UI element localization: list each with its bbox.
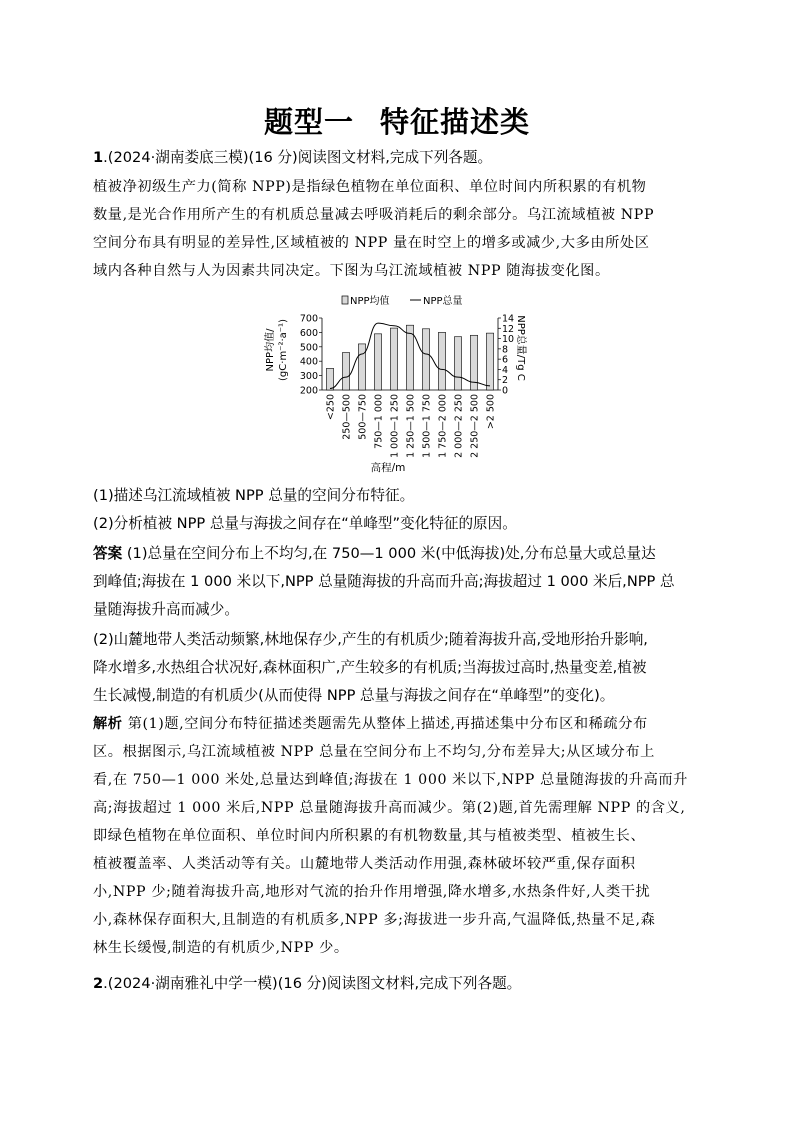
- answer-line: (2)山麓地带人类活动频繁,林地保存少,产生的有机质少;随着海拔升高,受地形抬升影响,: [93, 631, 648, 648]
- analysis-text: 第(1)题,空间分布特征描述类题需先从整体上描述,再描述集中分布区和稀疏分布: [122, 716, 648, 732]
- y-tick-label-left: 200: [299, 385, 318, 397]
- y-tick-label-right: 8: [502, 344, 509, 356]
- analysis-line: 即绿色植物在单位面积、单位时间内所积累的有机物数量,其与植被类型、植被生长、: [93, 828, 646, 844]
- bar-npp-mean: [486, 333, 493, 390]
- analysis-line: 小,NPP 少;随着海拔升高,地形对气流的抬升作用增强,降水增多,水热条件好,人类干扰: [93, 884, 651, 900]
- answer-line: 到峰值;海拔在 1 000 米以下,NPP 总量随海拔的升高而升高;海拔超过 1 000 米后,NPP 总: [93, 573, 675, 590]
- q1-material-line: 数量,是光合作用所产生的有机质总量减去呼吸消耗后的剩余部分。乌江流域植被 NPP: [93, 207, 655, 223]
- bar-npp-mean: [358, 344, 365, 390]
- answer-line: 生长减慢,制造的有机质少(从而使得 NPP 总量与海拔之间存在“单峰型”的变化)。: [93, 687, 615, 704]
- legend-label-npp-total: NPP总量: [423, 296, 463, 307]
- x-tick-label: 500—750: [357, 394, 369, 440]
- y-tick-label-left: 600: [299, 327, 318, 339]
- q2-source: .(2024·湖南雅礼中学一模)(16 分)阅读图文材料,完成下列各题。: [103, 975, 522, 992]
- answer-line: 降水增多,水热组合状况好,森林面积广,产生较多的有机质;当海拔过高时,热量变差,植被: [93, 659, 647, 676]
- y-axis-label-left-2: (gC·m⁻²·a⁻¹): [278, 319, 289, 381]
- chart-plot: [300, 314, 514, 458]
- q1-material-line: 空间分布具有明显的差异性,区域植被的 NPP 量在时空上的增多或减少,大多由所处区: [93, 235, 650, 251]
- q1-source: .(2024·湖南娄底三模)(16 分)阅读图文材料,完成下列各题。: [103, 149, 493, 166]
- x-tick-label: 250—500: [341, 394, 353, 440]
- x-tick-label: 2 000—2 250: [453, 394, 465, 458]
- analysis-line: 区。根据图示,乌江流域植被 NPP 总量在空间分布上不均匀,分布差异大;从区域分布上: [93, 744, 655, 760]
- y-tick-label-left: 700: [299, 313, 318, 325]
- y-tick-label-right: 0: [502, 385, 509, 397]
- x-tick-label: 1 000—1 250: [389, 394, 401, 458]
- answer-line: 量随海拔升高而减少。: [93, 601, 239, 618]
- analysis-line: 小,森林保存面积大,且制造的有机质多,NPP 多;海拔进一步升高,气温降低,热量不足,森: [93, 912, 656, 928]
- q1-question-2: (2)分析植被 NPP 总量与海拔之间存在“单峰型”变化特征的原因。: [93, 515, 517, 532]
- q1-material-line: 域内各种自然与人为因素共同决定。下图为乌江流域植被 NPP 随海拔变化图。: [93, 263, 610, 279]
- y-tick-label-left: 500: [299, 342, 318, 354]
- q1-question-1: (1)描述乌江流域植被 NPP 总量的空间分布特征。: [93, 487, 415, 504]
- analysis-line: [93, 714, 705, 734]
- legend-label-npp-mean: NPP均值: [350, 296, 390, 307]
- page-title-part2: 特征描述类: [380, 105, 531, 139]
- x-tick-label: 1 500—1 750: [421, 394, 433, 458]
- analysis-line: 植被覆盖率、人类活动等有关。山麓地带人类活动作用强,森林破坏较严重,保存面积: [93, 856, 636, 872]
- page-title: [0, 100, 794, 141]
- npp-chart-svg: [256, 290, 546, 476]
- y-tick-label-right: 12: [502, 323, 515, 335]
- q1-material-line: 植被净初级生产力(简称 NPP)是指绿色植物在单位面积、单位时间内所积累的有机物: [93, 179, 647, 195]
- y-tick-label-right: 2: [502, 375, 509, 387]
- y-tick-label-left: 300: [299, 371, 318, 383]
- x-tick-label: 2 250—2 500: [469, 394, 481, 458]
- y-axis-label-left-1: NPP均值/: [265, 328, 276, 372]
- chart-legend: [342, 294, 463, 307]
- answer-text: (1)总量在空间分布上不均匀,在 750—1 000 米(中低海拔)处,分布总量大或总量达: [122, 545, 656, 562]
- bar-npp-mean: [390, 328, 397, 390]
- x-axis-label: 高程/m: [370, 462, 406, 474]
- bar-npp-mean: [422, 329, 429, 390]
- analysis-line: 林生长缓慢,制造的有机质少,NPP 少。: [93, 940, 349, 956]
- y-tick-label-left: 400: [299, 356, 318, 368]
- x-tick-label: 1 250—1 500: [405, 394, 417, 458]
- bar-npp-mean: [454, 337, 461, 390]
- y-tick-label-right: 14: [502, 313, 515, 325]
- x-tick-label: >2 500: [485, 394, 497, 430]
- y-tick-label-right: 10: [502, 334, 515, 346]
- q2-number: 2: [93, 975, 104, 992]
- q2-header: [93, 974, 705, 994]
- x-tick-label: 750—1 000: [373, 394, 385, 449]
- analysis-line: 高;海拔超过 1 000 米后,NPP 总量随海拔升高而减少。第(2)题,首先需理解 NPP 的含义,: [93, 800, 686, 816]
- bar-npp-mean: [374, 334, 381, 390]
- answer-line: [93, 544, 705, 564]
- q1-number: 1: [93, 149, 104, 166]
- x-tick-label: <250: [325, 394, 337, 421]
- analysis-label: 解析: [93, 716, 123, 732]
- legend-bar-swatch: [342, 296, 348, 304]
- y-tick-label-right: 4: [502, 364, 509, 376]
- bar-npp-mean: [342, 353, 349, 390]
- analysis-line: 看,在 750—1 000 米处,总量达到峰值;海拔在 1 000 米以下,NPP 总量随海拔的升高而升: [93, 772, 688, 788]
- bar-npp-mean: [438, 332, 445, 390]
- x-tick-label: 1 750—2 000: [437, 394, 449, 458]
- answer-label: 答案: [93, 545, 123, 562]
- npp-chart: [256, 290, 546, 476]
- y-axis-label-right: NPP总量/Tg C: [515, 315, 526, 381]
- bar-npp-mean: [326, 368, 333, 390]
- page-title-part1: 题型一: [263, 105, 354, 139]
- q1-header: [93, 148, 705, 168]
- y-tick-label-right: 6: [502, 354, 509, 366]
